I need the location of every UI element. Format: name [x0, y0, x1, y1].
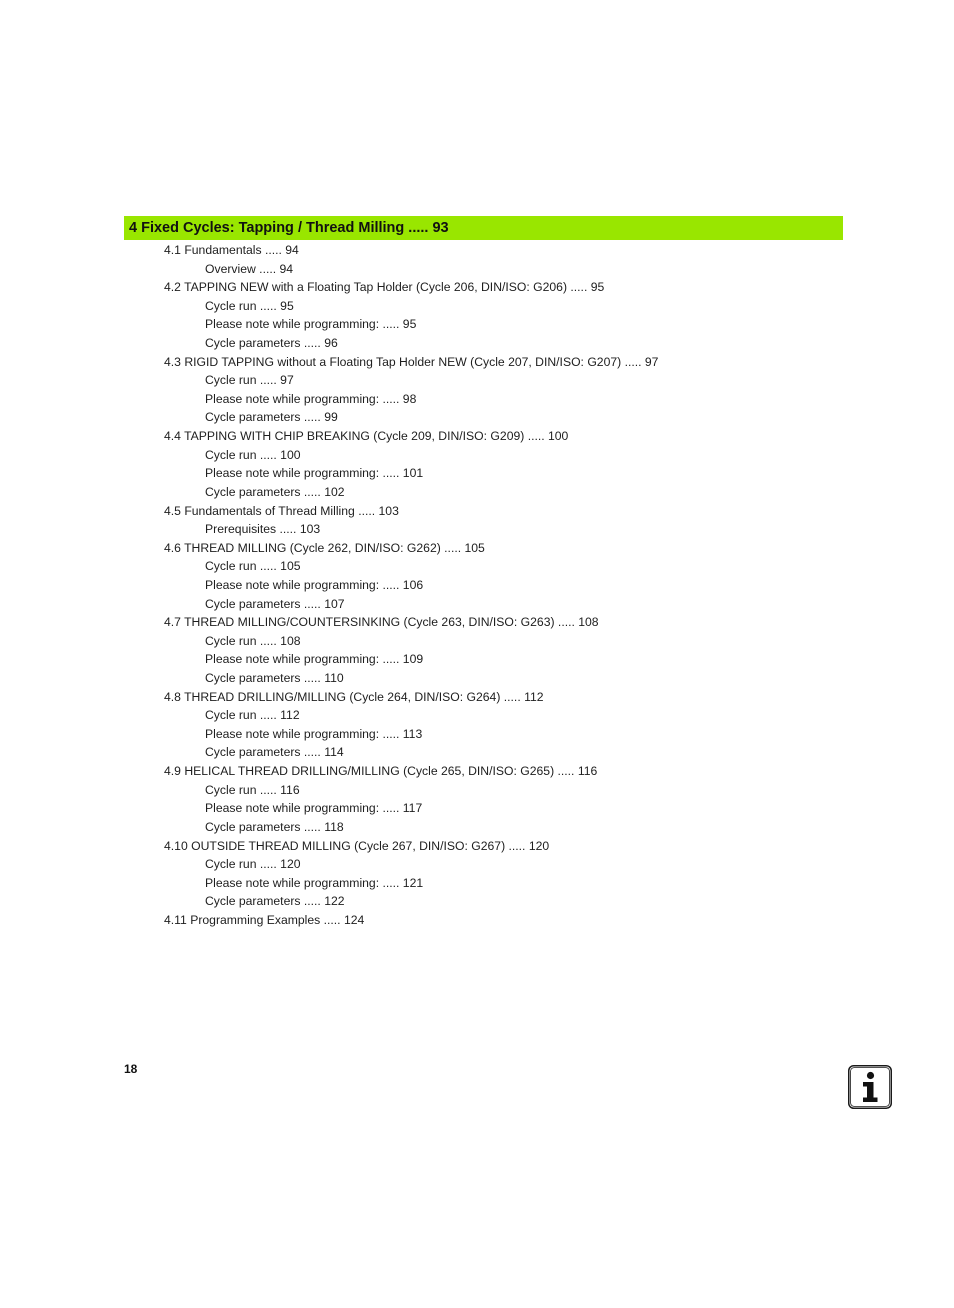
toc-subsection-entry[interactable]: Cycle parameters ..... 122 [205, 894, 345, 909]
toc-section-entry[interactable]: 4.1 Fundamentals ..... 94 [164, 243, 299, 257]
toc-subsection-entry[interactable]: Cycle run ..... 116 [205, 782, 300, 797]
page-number: 18 [124, 1062, 138, 1076]
toc-subsection-entry[interactable]: Cycle parameters ..... 110 [205, 671, 344, 686]
toc-subsection-entry[interactable]: Cycle run ..... 105 [205, 559, 301, 574]
toc-section-entry[interactable]: 4.4 TAPPING WITH CHIP BREAKING (Cycle 209, DIN/ISO: G209) ..... 100 [164, 429, 569, 444]
toc-section-entry[interactable]: 4.2 TAPPING NEW with a Floating Tap Holder (Cycle 206, DIN/ISO: G206) ..... 95 [164, 280, 605, 295]
toc-subsection-entry[interactable]: Cycle parameters ..... 102 [205, 484, 345, 499]
toc-subsection-entry[interactable]: Cycle run ..... 97 [205, 373, 294, 388]
toc-section-entry[interactable]: 4.11 Programming Examples ..... 124 [164, 912, 365, 927]
toc-subsection-entry[interactable]: Cycle run ..... 108 [205, 633, 301, 648]
toc-subsection-entry[interactable]: Prerequisites ..... 103 [205, 522, 321, 537]
toc-subsection-entry[interactable]: Please note while programming: ..... 121 [205, 875, 424, 890]
toc-subsection-entry[interactable]: Cycle parameters ..... 96 [205, 336, 338, 351]
toc-subsection-entry[interactable]: Please note while programming: ..... 101 [205, 466, 424, 481]
table-of-contents [0, 241, 954, 930]
toc-subsection-entry[interactable]: Cycle parameters ..... 114 [205, 745, 344, 760]
toc-section-entry[interactable]: 4.3 RIGID TAPPING without a Floating Tap Holder NEW (Cycle 207, DIN/ISO: G207) ..... 97 [164, 354, 659, 369]
toc-section-entry[interactable]: 4.10 OUTSIDE THREAD MILLING (Cycle 267, DIN/ISO: G267) ..... 120 [164, 838, 550, 853]
toc-subsection-entry[interactable]: Cycle run ..... 120 [205, 857, 301, 872]
toc-section-entry[interactable]: 4.8 THREAD DRILLING/MILLING (Cycle 264, DIN/ISO: G264) ..... 112 [164, 689, 544, 704]
chapter-title[interactable]: 4 Fixed Cycles: Tapping / Thread Milling ..... 93 [129, 220, 449, 236]
toc-subsection-entry[interactable]: Cycle run ..... 100 [205, 447, 301, 462]
toc-subsection-entry[interactable]: Please note while programming: ..... 109 [205, 652, 424, 667]
toc-subsection-entry[interactable]: Cycle parameters ..... 99 [205, 410, 338, 425]
toc-subsection-entry[interactable]: Overview ..... 94 [205, 261, 294, 276]
toc-section-entry[interactable]: 4.6 THREAD MILLING (Cycle 262, DIN/ISO: G262) ..... 105 [164, 540, 485, 555]
toc-subsection-entry[interactable]: Cycle parameters ..... 118 [205, 819, 344, 834]
toc-subsection-entry[interactable]: Please note while programming: ..... 113 [205, 726, 423, 741]
info-icon [848, 1065, 892, 1109]
toc-subsection-entry[interactable]: Cycle run ..... 112 [205, 708, 300, 723]
toc-section-entry[interactable]: 4.9 HELICAL THREAD DRILLING/MILLING (Cycle 265, DIN/ISO: G265) ..... 116 [164, 764, 598, 779]
toc-subsection-entry[interactable]: Please note while programming: ..... 117 [205, 801, 423, 816]
toc-subsection-entry[interactable]: Please note while programming: ..... 95 [205, 317, 417, 332]
toc-section-entry[interactable]: 4.5 Fundamentals of Thread Milling ..... 103 [164, 503, 399, 518]
chapter-header [124, 216, 843, 240]
toc-section-entry[interactable]: 4.7 THREAD MILLING/COUNTERSINKING (Cycle 263, DIN/ISO: G263) ..... 108 [164, 615, 599, 630]
toc-subsection-entry[interactable]: Cycle parameters ..... 107 [205, 596, 345, 611]
toc-subsection-entry[interactable]: Cycle run ..... 95 [205, 298, 294, 313]
toc-subsection-entry[interactable]: Please note while programming: ..... 98 [205, 391, 417, 406]
toc-subsection-entry[interactable]: Please note while programming: ..... 106 [205, 577, 424, 592]
